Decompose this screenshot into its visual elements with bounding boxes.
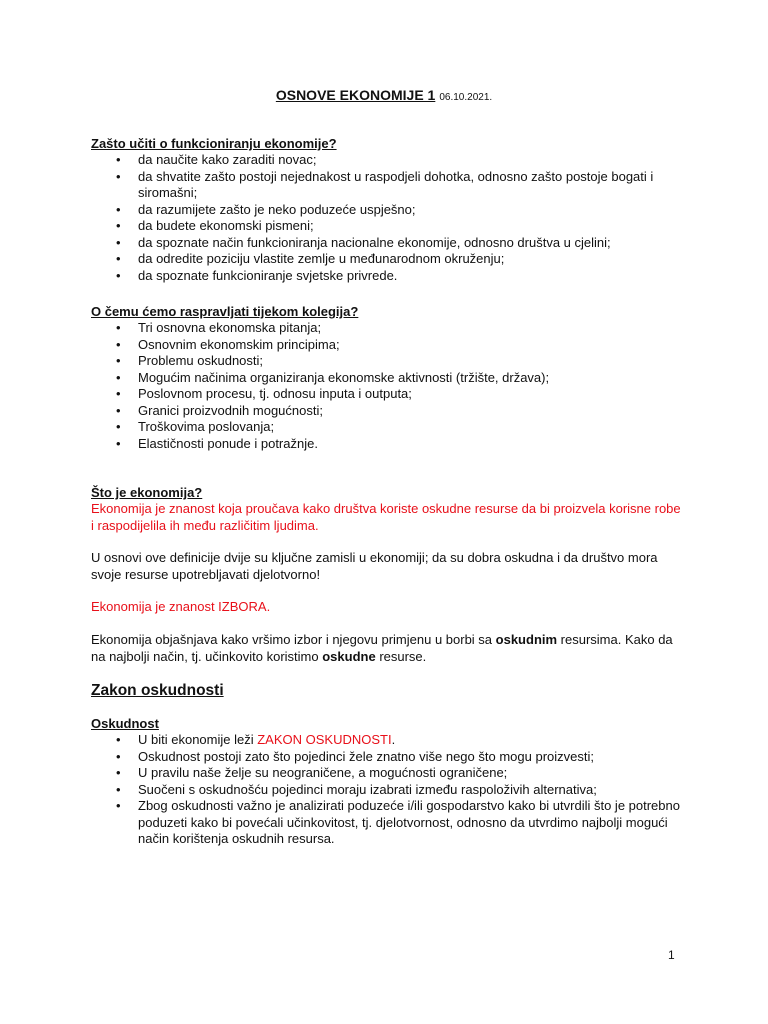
list-item: • Problemu oskudnosti; — [116, 353, 686, 370]
scarcity-list — [116, 732, 686, 848]
section-heading-why-learn: Zašto učiti o funkcioniranju ekonomije? — [91, 136, 337, 151]
list-item: • Suočeni s oskudnošću pojedinci moraju izabrati između raspoloživih alternativa; — [116, 782, 686, 799]
section-heading-law-of-scarcity: Zakon oskudnosti — [91, 682, 224, 699]
science-of-choice: Ekonomija je znanost IZBORA. — [91, 599, 271, 614]
list-item: • da budete ekonomski pismeni; — [116, 218, 686, 235]
list-item: • da naučite kako zaraditi novac; — [116, 152, 686, 169]
why-learn-list — [116, 152, 686, 284]
list-item: • da spoznate način funkcioniranja nacionalne ekonomije, odnosno društva u cjelini; — [116, 235, 686, 252]
list-item: • Elastičnosti ponude i potražnje. — [116, 436, 686, 453]
list-item: • Osnovnim ekonomskim principima; — [116, 337, 686, 354]
page-number: 1 — [668, 948, 675, 962]
section-heading-course-topics: O čemu ćemo raspravljati tijekom kolegija? — [91, 304, 359, 319]
list-item: • da odredite poziciju vlastite zemlje u međunarodnom okruženju; — [116, 251, 686, 268]
document-title: OSNOVE EKONOMIJE 1 — [275, 87, 436, 103]
section-heading-what-is-economics: Što je ekonomija? — [91, 485, 203, 500]
subheading-scarcity: Oskudnost — [91, 716, 159, 731]
definition-explanation: U osnovi ove definicije dvije su ključne zamisli u ekonomiji; da su dobra oskudna i da društvo mora svoje resurse upotrebljavati djelotvorno! — [91, 550, 658, 582]
document-date: 06.10.2021. — [439, 92, 493, 103]
list-item: • U pravilu naše želje su neograničene, a mogućnosti ograničene; — [116, 765, 686, 782]
list-item: • Troškovima poslovanja; — [116, 419, 686, 436]
list-item: • Oskudnost postoji zato što pojedinci žele znatno više nego što mogu proizvesti; — [116, 749, 686, 766]
list-item: • da razumijete zašto je neko poduzeće uspješno; — [116, 202, 686, 219]
list-item: • Tri osnovna ekonomska pitanja; — [116, 320, 686, 337]
list-item: • Poslovnom procesu, tj. odnosu inputa i outputa; — [116, 386, 686, 403]
economics-definition: Ekonomija je znanost koja proučava kako društva koriste oskudne resurse da bi proizvela korisne robe i raspodijelila ih među različitim ljudima. — [91, 501, 681, 533]
course-topics-list — [116, 320, 686, 452]
list-item: • Zbog oskudnosti važno je analizirati poduzeće i/ili gospodarstvo kako bi utvrdili što je potrebno poduzeti kako bi povećali učinkovitost, tj. djelotvornost, odnosno da utvrdimo najbolji mogući način korištenja oskudnih resursa. — [116, 798, 686, 848]
document-title-line — [0, 87, 768, 107]
list-item: • Mogućim načinima organiziranja ekonomske aktivnosti (tržište, država); — [116, 370, 686, 387]
list-item: • Granici proizvodnih mogućnosti; — [116, 403, 686, 420]
list-item: • da spoznate funkcioniranje svjetske privrede. — [116, 268, 686, 285]
economics-explanation: Ekonomija objašnjava kako vršimo izbor i njegovu primjenu u borbi sa oskudnim resursima. Kako da na najbolji način, tj. učinkovito koristimo oskudne resurse. — [91, 632, 673, 664]
list-item: • U biti ekonomije leži ZAKON OSKUDNOSTI. — [116, 732, 686, 749]
list-item: • da shvatite zašto postoji nejednakost u raspodjeli dohotka, odnosno zašto postoje bogati i siromašni; — [116, 169, 686, 202]
